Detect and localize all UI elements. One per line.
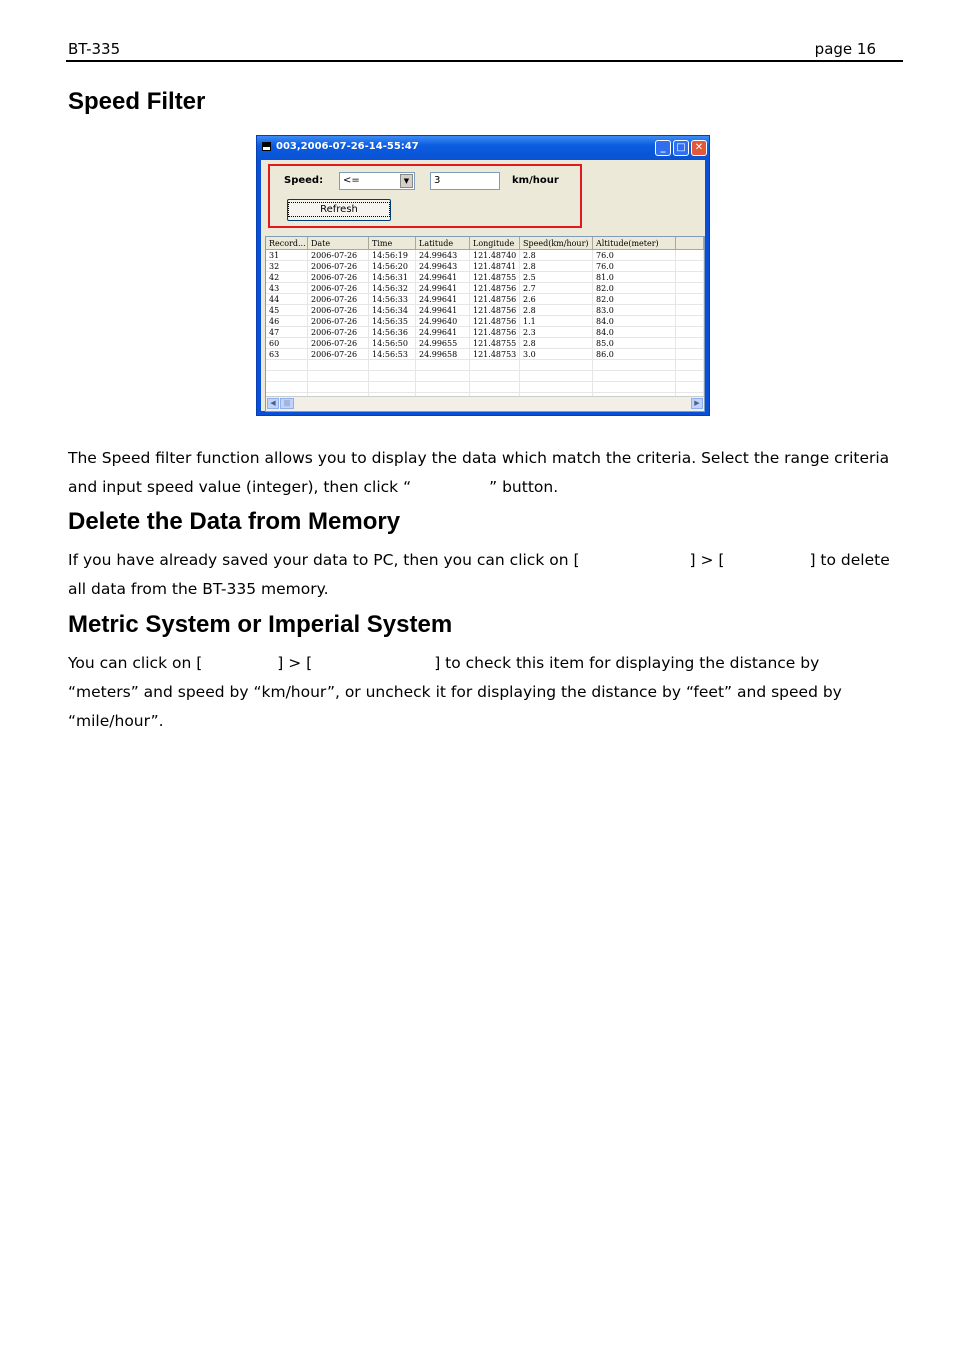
table-cell: 24.99641	[416, 283, 470, 294]
table-cell: 24.99641	[416, 294, 470, 305]
description-line-2b: ” button.	[489, 478, 559, 496]
table-cell: 2006-07-26	[308, 349, 369, 360]
description-line-1: The Speed filter function allows you to display the data which match the criteria. Select the range criteria	[68, 449, 890, 467]
window-title: 003,2006-07-26-14-55:47	[276, 141, 419, 152]
description-line-2a: and input speed value (integer), then click “	[68, 478, 412, 496]
table-row[interactable]	[266, 272, 704, 283]
delete-data-heading: Delete the Data from Memory	[68, 508, 401, 535]
table-cell: 24.99643	[416, 261, 470, 272]
delete-line-1a: If you have already saved your data to PC, then you can click on [	[68, 551, 580, 569]
scroll-right-icon[interactable]: ▶	[691, 398, 703, 409]
table-cell	[520, 371, 593, 382]
table-cell: 82.0	[593, 294, 676, 305]
table-cell: 14:56:35	[369, 316, 416, 327]
table-cell: 2.8	[520, 261, 593, 272]
table-cell	[676, 250, 704, 261]
table-cell: 63	[266, 349, 308, 360]
table-row[interactable]	[266, 316, 704, 327]
table-cell: 14:56:31	[369, 272, 416, 283]
table-cell: 2.8	[520, 338, 593, 349]
table-cell: 24.99643	[416, 250, 470, 261]
document-name: BT-335	[68, 40, 121, 58]
chevron-down-icon[interactable]: ▼	[400, 174, 413, 188]
maximize-icon[interactable]: □	[673, 140, 689, 156]
column-header[interactable]: Altitude(meter)	[593, 237, 676, 250]
table-header-row	[266, 237, 704, 250]
delete-line-1b: ] > [	[689, 551, 725, 569]
table-cell	[520, 360, 593, 371]
unit-label: km/hour	[512, 175, 559, 186]
table-cell: 14:56:33	[369, 294, 416, 305]
table-cell: 81.0	[593, 272, 676, 283]
table-cell: 24.99641	[416, 305, 470, 316]
table-row	[266, 371, 704, 382]
operator-value: <=	[343, 175, 360, 186]
table-row	[266, 360, 704, 371]
table-cell: 45	[266, 305, 308, 316]
table-cell	[520, 382, 593, 393]
app-icon	[262, 142, 271, 151]
table-cell: 14:56:32	[369, 283, 416, 294]
table-cell	[369, 382, 416, 393]
table-cell	[416, 360, 470, 371]
speed-filter-description	[68, 444, 908, 502]
table-cell: 24.99655	[416, 338, 470, 349]
table-cell: 47	[266, 327, 308, 338]
delete-line-2: all data from the BT-335 memory.	[68, 580, 329, 598]
table-cell: 24.99641	[416, 272, 470, 283]
table-cell: 2006-07-26	[308, 338, 369, 349]
table-cell: 14:56:34	[369, 305, 416, 316]
column-header[interactable]: Latitude	[416, 237, 470, 250]
table-cell	[676, 382, 704, 393]
refresh-button-label: Refresh	[290, 204, 388, 215]
scroll-thumb[interactable]: |||	[280, 398, 294, 409]
table-cell: 2006-07-26	[308, 261, 369, 272]
close-icon[interactable]: ✕	[691, 140, 707, 156]
table-cell: 43	[266, 283, 308, 294]
operator-select[interactable]	[339, 172, 415, 190]
column-header[interactable]: Longitude	[470, 237, 520, 250]
table-cell: 46	[266, 316, 308, 327]
metric-line-1b: ] > [	[277, 654, 313, 672]
table-cell: 2.6	[520, 294, 593, 305]
delete-data-description	[68, 546, 908, 604]
table-cell	[676, 338, 704, 349]
table-cell	[593, 360, 676, 371]
table-cell: 2006-07-26	[308, 283, 369, 294]
table-cell: 85.0	[593, 338, 676, 349]
table-cell: 121.48756	[470, 305, 520, 316]
table-cell: 86.0	[593, 349, 676, 360]
table-cell	[470, 382, 520, 393]
table-cell: 82.0	[593, 283, 676, 294]
table-cell: 2.8	[520, 250, 593, 261]
table-cell	[369, 371, 416, 382]
table-row[interactable]	[266, 250, 704, 261]
table-cell	[308, 360, 369, 371]
table-cell: 24.99641	[416, 327, 470, 338]
table-body	[266, 250, 704, 404]
header-rule	[66, 60, 903, 62]
table-cell: 84.0	[593, 327, 676, 338]
table-cell	[593, 382, 676, 393]
table-cell: 2006-07-26	[308, 327, 369, 338]
table-cell: 14:56:19	[369, 250, 416, 261]
table-cell: 14:56:53	[369, 349, 416, 360]
table-cell	[416, 371, 470, 382]
speed-filter-heading: Speed Filter	[68, 88, 206, 115]
page-number: page 16	[814, 40, 876, 58]
table-cell: 2006-07-26	[308, 316, 369, 327]
speed-label: Speed:	[284, 175, 324, 186]
table-cell	[676, 272, 704, 283]
metric-line-3: “mile/hour”.	[68, 712, 164, 730]
table-cell: 121.48755	[470, 272, 520, 283]
table-cell	[676, 283, 704, 294]
table-row[interactable]	[266, 261, 704, 272]
table-cell	[676, 371, 704, 382]
table-cell: 2006-07-26	[308, 305, 369, 316]
table-cell: 121.48755	[470, 338, 520, 349]
table-cell: 2.8	[520, 305, 593, 316]
table-cell: 121.48756	[470, 283, 520, 294]
table-row[interactable]	[266, 327, 704, 338]
table-cell	[676, 349, 704, 360]
minimize-icon[interactable]: _	[655, 140, 671, 156]
table-cell: 84.0	[593, 316, 676, 327]
table-cell: 121.48756	[470, 294, 520, 305]
delete-line-1c: ] to delete	[809, 551, 890, 569]
table-cell	[470, 360, 520, 371]
metric-system-description	[68, 649, 908, 736]
table-row[interactable]	[266, 338, 704, 349]
window-client-area	[261, 160, 705, 411]
table-cell: 2.5	[520, 272, 593, 283]
metric-line-1c: ] to check this item for displaying the distance by	[434, 654, 820, 672]
table-cell	[470, 371, 520, 382]
metric-line-2: “meters” and speed by “km/hour”, or uncheck it for displaying the distance by “feet” and speed by	[68, 683, 842, 701]
speed-filter-window	[256, 135, 710, 416]
table-cell	[676, 305, 704, 316]
table-cell	[676, 360, 704, 371]
table-cell: 2006-07-26	[308, 272, 369, 283]
table-cell	[369, 360, 416, 371]
metric-line-1a: You can click on [	[68, 654, 203, 672]
refresh-button[interactable]	[287, 199, 391, 221]
table-cell: 121.48753	[470, 349, 520, 360]
table-cell	[676, 316, 704, 327]
table-row	[266, 382, 704, 393]
table-cell: 24.99640	[416, 316, 470, 327]
table-cell	[266, 360, 308, 371]
column-header[interactable]: Date	[308, 237, 369, 250]
table-cell	[593, 371, 676, 382]
table-cell: 121.48741	[470, 261, 520, 272]
table-cell: 76.0	[593, 261, 676, 272]
table-row[interactable]	[266, 349, 704, 360]
table-cell	[676, 327, 704, 338]
table-cell: 42	[266, 272, 308, 283]
table-cell: 2006-07-26	[308, 294, 369, 305]
table-cell	[676, 294, 704, 305]
table-cell: 76.0	[593, 250, 676, 261]
table-cell: 121.48740	[470, 250, 520, 261]
table-cell	[266, 371, 308, 382]
table-cell: 32	[266, 261, 308, 272]
column-header[interactable]: Speed(km/hour)	[520, 237, 593, 250]
table-cell	[676, 261, 704, 272]
table-row[interactable]	[266, 294, 704, 305]
table-cell: 3.0	[520, 349, 593, 360]
table-cell: 14:56:20	[369, 261, 416, 272]
table-cell: 121.48756	[470, 327, 520, 338]
scroll-left-icon[interactable]: ◀	[267, 398, 279, 409]
table-cell: 121.48756	[470, 316, 520, 327]
column-header-filler	[676, 237, 704, 250]
horizontal-scrollbar[interactable]	[266, 396, 704, 411]
records-list[interactable]	[265, 236, 705, 412]
table-cell	[308, 371, 369, 382]
metric-system-heading: Metric System or Imperial System	[68, 611, 453, 638]
table-row[interactable]	[266, 305, 704, 316]
table-cell: 1.1	[520, 316, 593, 327]
table-cell: 31	[266, 250, 308, 261]
table-cell: 83.0	[593, 305, 676, 316]
window-titlebar[interactable]	[257, 136, 709, 160]
table-cell: 24.99658	[416, 349, 470, 360]
table-cell: 44	[266, 294, 308, 305]
speed-input[interactable]: 3	[430, 172, 500, 190]
table-cell	[308, 382, 369, 393]
table-cell: 2.7	[520, 283, 593, 294]
table-row[interactable]	[266, 283, 704, 294]
column-header[interactable]: Record...	[266, 237, 308, 250]
table-cell: 14:56:50	[369, 338, 416, 349]
table-cell: 60	[266, 338, 308, 349]
table-cell	[266, 382, 308, 393]
table-cell	[416, 382, 470, 393]
records-table	[266, 237, 704, 404]
table-cell: 14:56:36	[369, 327, 416, 338]
table-cell: 2006-07-26	[308, 250, 369, 261]
column-header[interactable]: Time	[369, 237, 416, 250]
table-cell: 2.3	[520, 327, 593, 338]
